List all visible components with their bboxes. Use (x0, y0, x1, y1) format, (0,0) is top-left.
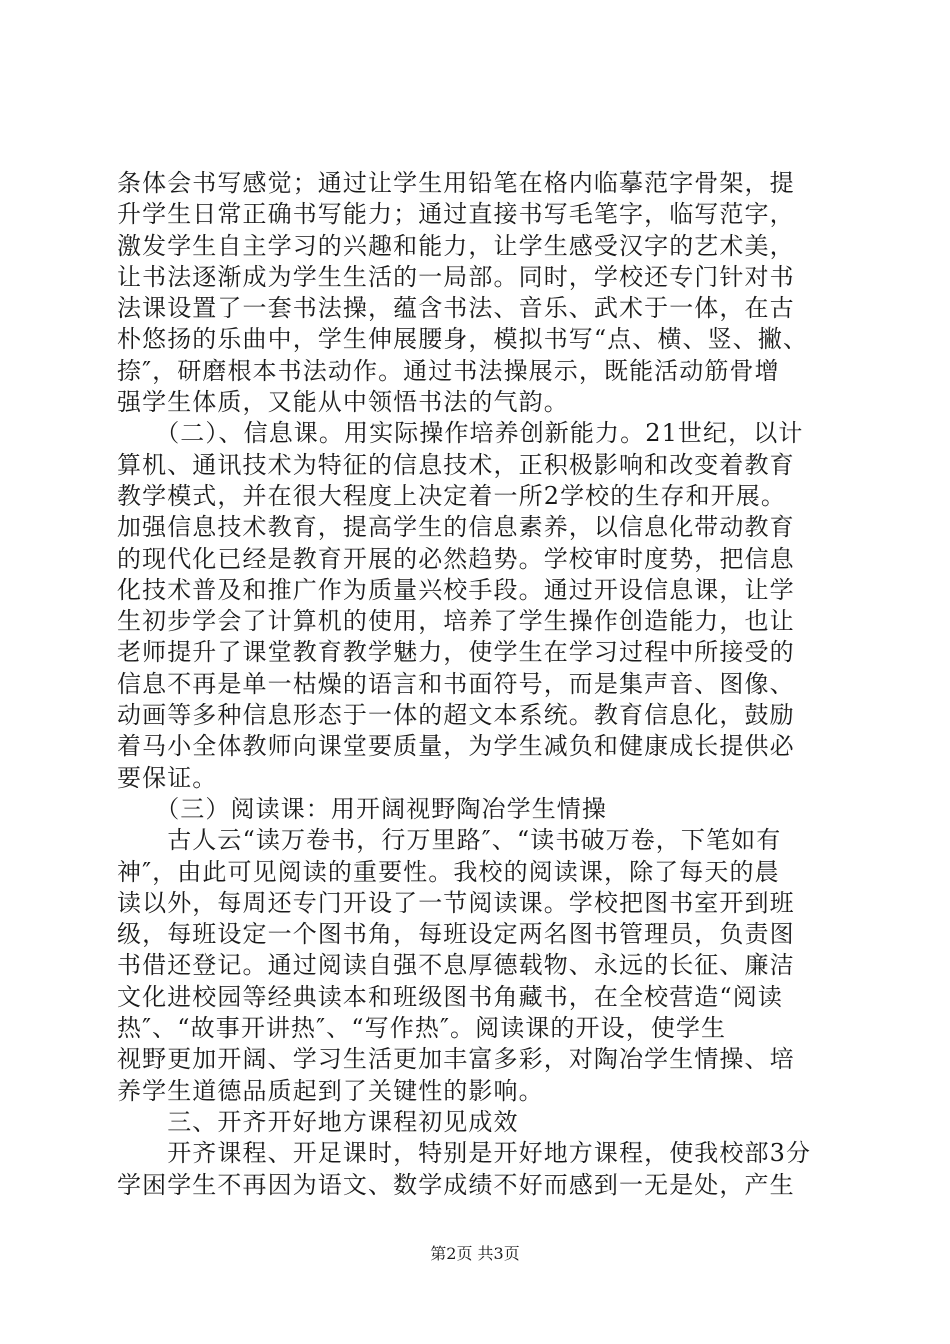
text-line: 学困学生不再因为语文、数学成绩不好而感到一无是处，产生 (117, 1170, 795, 1199)
text-line: 读以外，每周还专门开设了一节阅读课。学校把图书室开到班 (117, 888, 795, 917)
text-line: 强学生体质，又能从中领悟书法的气韵。 (117, 388, 569, 417)
text-line: 朴悠扬的乐曲中，学生伸展腰身，模拟书写“点、横、竖、撇、 (117, 325, 809, 354)
text-line: 的现代化已经是教育开展的必然趋势。学校审时度势，把信息 (117, 544, 795, 573)
text-line: 养学生道德品质起到了关键性的影响。 (117, 1076, 544, 1105)
text-line: 让书法逐渐成为学生生活的一局部。同时，学校还专门针对书 (117, 262, 795, 291)
text-line: 级，每班设定一个图书角，每班设定两名图书管理员，负责图 (117, 920, 795, 949)
page-number: 第2页 共3页 (430, 1244, 520, 1263)
text-line: 算机、通讯技术为特征的信息技术，正积极影响和改变着教育 (117, 450, 795, 479)
text-line: 信息不再是单一枯燥的语言和书面符号，而是集声音、图像、 (117, 669, 795, 698)
body-text (117, 168, 837, 1201)
text-line: 开齐课程、开足课时，特别是开好地方课程，使我校部3分 (117, 1139, 812, 1168)
section-heading-information-class: （二）、信息课。用实际操作培养创新能力。21世纪，以计 (117, 419, 804, 448)
text-line: 升学生日常正确书写能力；通过直接书写毛笔字，临写范字， (117, 200, 795, 229)
text-line: 激发学生自主学习的兴趣和能力，让学生感受汉字的艺术美， (117, 231, 795, 260)
text-line: 动画等多种信息形态于一体的超文本系统。教育信息化，鼓励 (117, 701, 795, 730)
text-line: 教学模式，并在很大程度上决定着一所2学校的生存和开展。 (117, 481, 786, 510)
text-line: 条体会书写感觉；通过让学生用铅笔在格内临摹范字骨架，提 (117, 169, 795, 197)
text-line: 古人云“读万卷书，行万里路″、“读书破万卷，下笔如有 (117, 826, 782, 855)
text-line: 热″、“故事开讲热″、“写作热″。阅读课的开设，使学生 (117, 1014, 727, 1043)
text-line: 生初步学会了计算机的使用，培养了学生操作创造能力，也让 (117, 607, 795, 636)
text-line: 加强信息技术教育，提高学生的信息素养，以信息化带动教育 (117, 513, 795, 542)
section-heading-local-curriculum: 三、开齐开好地方课程初见成效 (117, 1107, 519, 1136)
text-line: 书借还登记。通过阅读自强不息厚德载物、永远的长征、廉洁 (117, 951, 795, 980)
text-line: 化技术普及和推广作为质量兴校手段。通过开设信息课，让学 (117, 575, 795, 604)
text-line: 着马小全体教师向课堂要质量，为学生减负和健康成长提供必 (117, 732, 795, 761)
section-heading-reading-class: （三）阅读课：用开阔视野陶冶学生情操 (117, 794, 607, 823)
text-line: 捺″，研磨根本书法动作。通过书法操展示，既能活动筋骨增 (117, 356, 780, 385)
text-line: 要保证。 (117, 763, 218, 792)
text-line: 文化进校园等经典读本和班级图书角藏书，在全校营造“阅读 (117, 982, 783, 1011)
text-line: 神″，由此可见阅读的重要性。我校的阅读课，除了每天的晨 (117, 857, 780, 886)
text-line: 法课设置了一套书法操，蕴含书法、音乐、武术于一体，在古 (117, 294, 795, 323)
text-line: 视野更加开阔、学习生活更加丰富多彩，对陶冶学生情操、培 (117, 1045, 795, 1074)
text-line: 老师提升了课堂教育教学魅力，使学生在学习过程中所接受的 (117, 638, 795, 667)
page-footer (0, 1244, 950, 1264)
